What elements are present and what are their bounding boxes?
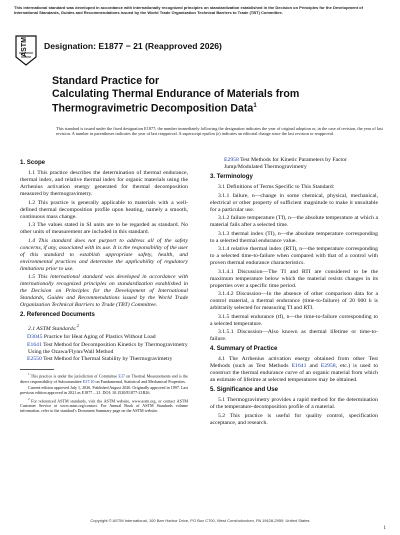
ref-e1641-link[interactable]: E1641 [27,341,42,348]
para-1-4: 1.4 This standard does not purport to address all of the safety concerns, if any, associated with its use. It is the responsibility of the user of this standard to establish appropriate safety, health, and environmental practices and determine the applicability of regulatory limitations prior to use. [20,237,188,272]
title-footnote-mark: 1 [253,103,257,110]
title-line-3-text: Thermogravimetric Decomposition Data [52,102,254,115]
footnote-edition: Current edition approved July 1, 2026. Published August 2026. Originally approved in 1997. Last previous edition approved in 2021 as E1877 – 21. DOI: 10.1520/E1877-21R26. [20,385,188,396]
footnote-1-a: This practice is under the jurisdiction of Committee [30,373,119,379]
footnote-2-mark: 2 [76,323,79,328]
footnote-2-text: For referenced ASTM standards, visit the ASTM website, www.astm.org, or contact ASTM Customer Service at www.astm.org/contact. For Annual Book of ASTM Standards volume information, refer to the standard's Document Summary page on the ASTM website. [20,398,188,414]
designation: Designation: E1877 − 21 (Reapproved 2026) [44,41,222,51]
para-5-2: 5.2 This practice is useful for quality control, specification acceptance, and research. [210,412,378,426]
para-3-1-4-2: 3.1.4.2 Discussion—In the absence of other comparison data for a control material, a thermal endurance (time-to-failure) of 20 000 h is arbitrarily selected for measuring TI and RTI. [210,291,378,311]
referenced-documents-heading: 2. Referenced Documents [20,311,95,318]
footnote-divider [20,369,54,370]
svg-text:ASTM: ASTM [21,37,28,57]
para-3-1-5: 3.1.5 thermal endurance (tf), n—the time-to-failure corresponding to a selected temperature. [210,313,378,327]
subcommittee-e37-10-link[interactable]: E37.10 [82,378,95,384]
right-column [210,157,378,428]
para-3-1: 3.1 Definitions of Terms Specific to This Standard: [218,184,335,190]
astm-logo [14,33,38,67]
para-1-2: 1.2 This practice is generally applicable to materials with a well-defined thermal decomposition profile upon heating, namely a smooth, continuous mass change. [20,199,188,220]
ref-e2958 [224,157,378,171]
footnote-1: $^1$ This practice is under the jurisdiction of Committee E37 on Thermal Measurements and is the direct responsibility of Subcommittee E37.10 on Fundamental, Statistical and Mechanical Properties. [20,372,188,384]
left-column [20,157,188,415]
para-4-1 [210,356,378,384]
astm-standards-intro-text: 2.1 ASTM Standards: [28,325,77,332]
terminology-heading: 3. Terminology [210,173,253,180]
scope-heading: 1. Scope [20,159,46,166]
para-3-1-2: 3.1.2 failure temperature (Tf), n—the absolute temperature at which a material fails after a selected time. [210,215,378,228]
issuance-note: This standard is issued under the fixed designation E1877; the number immediately following the designation indicates the year of original adoption or, in the case of revision, the year of last revision. A number in parentheses indicates the year of last reapproval. A superscript epsilon (ε) indicates an editorial change since the last revision or reapproval. [56,126,383,137]
title-line-2: Calculating Thermal Endurance of Materials from [52,87,300,100]
title-line-3 [52,100,352,115]
ref-e2550 [28,356,188,363]
committee-e37-link[interactable]: E37 [118,373,125,379]
ref-e1641-title: Test Method for Decomposition Kinetics by Thermogravimetry Using the Ozawa/Flynn/Wall Method [28,341,188,355]
e1641-link[interactable]: E1641 [291,363,307,369]
header-note: This international standard was developed in accordance with internationally recognized principles on standardization established in the Decision on Principles for the Development of International Standards, Guides and Recommendations issued by the World Trade Organization Technical Barriers to Trade (TBT) Committee. [14,5,363,15]
e2958-link[interactable]: E2958 [320,363,336,369]
ref-d3045 [28,334,188,341]
para-1-5: 1.5 This international standard was developed in accordance with internationally recognized principles on standardization established in the Decision on Principles for the Development of International Standards, Guides and Recommendations issued by the World Trade Organization Technical Barriers to Trade (TBT) Committee. [20,274,188,308]
title-line-1: Standard Practice for [52,75,160,87]
ref-d3045-link[interactable]: D3045 [27,334,43,341]
para-4-1-b: , etc.) is used to construct the thermal endurance curve of an organic material from which an estimate of lifetime at selected temperatures may be obtained. [210,363,378,383]
astm-standards-intro [20,322,188,333]
copyright-footer: Copyright © ASTM International, 100 Barr Harbor Drive, PO Box C700, West Conshohocken, PA 19428-2959. United States [90,518,310,523]
para-3-1-4: 3.1.4 relative thermal index (RTI), n—the temperature corresponding to a selected time-to-failure when compared with that of a control with proven thermal endurance characteristics. [210,246,378,266]
ref-e2550-title: Test Method for Thermal Stability by Thermogravimetry [41,356,173,363]
page-number: 1 [383,526,386,531]
para-3-1-3: 3.1.3 thermal index (TI), n—the absolute temperature corresponding to a selected thermal endurance value. [210,230,378,244]
para-1-1: 1.1 This practice describes the determination of thermal endurance, thermal index, and relative thermal index for organic materials using the Arrhenius activation energy generated for thermal decomposition measured by thermogravimetry. [20,170,188,197]
para-5-1: 5.1 Thermogravimetry provides a rapid method for the determination of the temperature-decomposition profile of a material. [210,397,378,410]
summary-heading: 4. Summary of Practice [210,345,278,352]
para-1-3: 1.3 The values stated in SI units are to be regarded as standard. No other units of measurement are included in this standard. [20,222,188,235]
para-3-1-4-1: 3.1.4.1 Discussion—The TI and RTI are considered to be the maximum temperature below which the material resists changes in its properties over a specific time period. [210,268,378,289]
ref-e1641 [28,342,188,356]
footnote-2: $^2$ For referenced ASTM standards, visit the ASTM website, www.astm.org, or contact ASTM Customer Service at www.astm.org/contact. For Annual Book of ASTM Standards volume information, refer to the standard's Document Summary page on the ASTM website. [20,396,188,414]
para-4-1-a: 4.1 The Arrhenius activation energy obtained from other Test Methods (such as Test Methods [210,356,378,369]
ref-e2958-link[interactable]: E2958 [224,157,239,163]
document-title [52,75,352,115]
para-3-1-5-1: 3.1.5.1 Discussion—Also known as thermal lifetime or time-to-failure. [210,329,378,342]
ref-d3045-title: Practice for Heat Aging of Plastics Without Load [42,334,156,341]
ref-e2550-link[interactable]: E2550 [27,356,42,363]
significance-heading: 5. Significance and Use [210,386,279,393]
footnote-1-c: on Fundamental, Statistical and Mechanical Properties. [94,378,186,384]
para-3-1-1: 3.1.1 failure, n—change in some chemical, physical, mechanical, electrical or other property of sufficient magnitude to make it unsuitable for a particular use. [210,192,378,213]
footnote-1-b: on Thermal Measurements and is the direct responsibility of Subcommittee [20,373,188,384]
ref-e2958-title: Test Methods for Kinetic Parameters by Factor Jump/Modulated Thermogravimetry [224,157,347,170]
para-4-1-and: and [306,363,321,369]
